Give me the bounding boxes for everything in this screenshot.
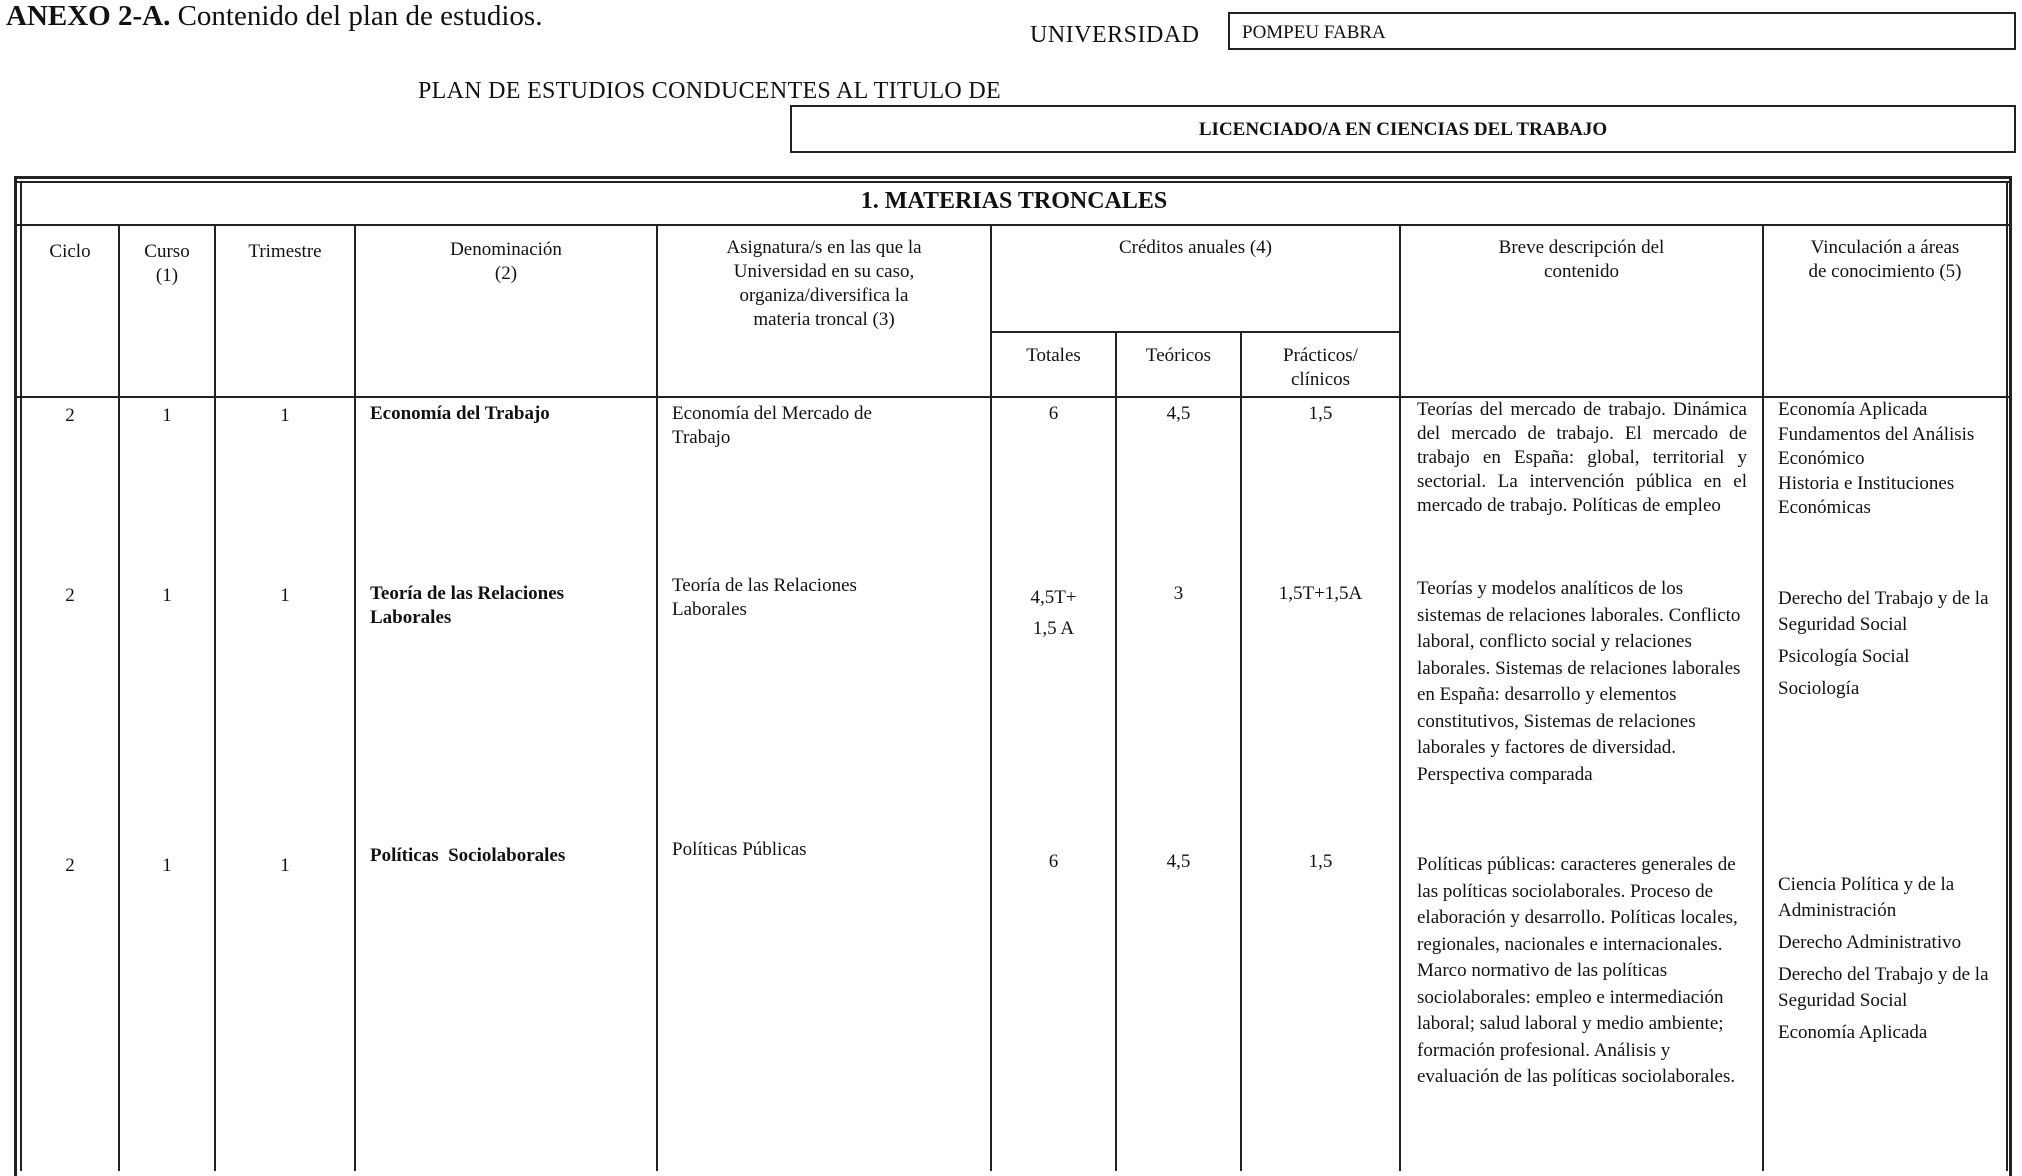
col-divider (2006, 181, 2008, 1171)
header-trimestre: Trimestre (248, 241, 322, 262)
cell-curso: 1 (162, 585, 172, 606)
col-divider (1115, 331, 1117, 1171)
cell-totales: 6 (1048, 403, 1059, 424)
col-divider (214, 224, 216, 1171)
area-item: Historia e Instituciones Económicas (1778, 472, 1955, 518)
cell-curso: 1 (162, 855, 172, 876)
area-item: Ciencia Política y de la Administración (1778, 874, 1955, 921)
col-divider (20, 181, 22, 1171)
cell-teoricos: 4,5 (1166, 851, 1191, 872)
cell-trimestre: 1 (280, 405, 290, 426)
area-item: Fundamentos del Análisis Económico (1778, 423, 1975, 469)
cell-denominacion: Políticas Sociolaborales (370, 845, 566, 866)
header-practicos: Prácticos/ clínicos (1283, 345, 1358, 390)
cell-teoricos: 4,5 (1166, 403, 1191, 424)
table-rule-title-bottom (14, 224, 2012, 226)
cell-descripcion: Teorías y modelos analíticos de los sistemas de relaciones laborales. Conflicto laboral, conflicto social y relaciones laborales. Sistemas de relaciones laborales en España: desarrollo y elementos constitutivos, Sistemas de relaciones laborales y factores de diversidad. Perspectiva comparada (1417, 578, 1741, 785)
header-curso: Curso (1) (144, 241, 190, 286)
col-divider (1240, 331, 1242, 1171)
cell-descripcion: Teorías del mercado de trabajo. Dinámica del mercado de trabajo. El mercado de trabajo en España: global, territorial y sectorial. La intervención pública en el mercado de trabajo. Políticas de empleo (1417, 399, 1747, 516)
header-ciclo: Ciclo (49, 241, 91, 262)
cell-curso: 1 (162, 405, 172, 426)
table-rule-credits-split (990, 331, 1399, 333)
area-item: Sociología (1778, 678, 1860, 699)
header-teoricos: Teóricos (1145, 345, 1212, 366)
header-vinculacion: Vinculación a áreas de conocimiento (5) (1808, 237, 1962, 282)
header-creditos: Créditos anuales (4) (1118, 237, 1272, 258)
cell-practicos: 1,5T+1,5A (1278, 583, 1363, 604)
cell-asignatura: Teoría de las Relaciones Laborales (672, 575, 857, 620)
header-descripcion: Breve descripción del contenido (1498, 237, 1665, 282)
area-item: Economía Aplicada (1778, 399, 1928, 420)
area-item: Derecho del Trabajo y de la Seguridad Social (1778, 964, 1989, 1011)
annex-caption: Contenido del plan de estudios. (170, 0, 543, 32)
annex-number: ANEXO 2-A. (6, 0, 171, 32)
col-divider (354, 224, 356, 1171)
area-item: Derecho del Trabajo y de la Seguridad Social (1778, 588, 1989, 635)
section-title: 1. MATERIAS TRONCALES (860, 188, 1168, 214)
university-label: UNIVERSIDAD (1030, 22, 1200, 48)
degree-title-field: LICENCIADO/A EN CIENCIAS DEL TRABAJO (790, 105, 2016, 153)
cell-asignatura: Políticas Públicas (672, 839, 807, 860)
cell-asignatura: Economía del Mercado de Trabajo (672, 403, 872, 448)
header-asignatura: Asignatura/s en las que la Universidad en su caso, organiza/diversifica la materia troncal (3) (726, 237, 922, 330)
cell-areas (1778, 586, 2000, 708)
cell-trimestre: 1 (280, 585, 290, 606)
col-divider (1762, 224, 1764, 1171)
area-item: Psicología Social (1778, 646, 1910, 667)
cell-denominacion: Economía del Trabajo (370, 403, 550, 424)
plan-label: PLAN DE ESTUDIOS CONDUCENTES AL TITULO DE (418, 78, 1001, 104)
cell-totales: 6 (1048, 851, 1059, 872)
col-divider (656, 224, 658, 1171)
cell-ciclo: 2 (65, 585, 75, 606)
table-rule-top (14, 181, 2012, 183)
cell-ciclo: 2 (65, 405, 75, 426)
col-divider (1399, 224, 1401, 1171)
cell-totales: 4,5T+ 1,5 A (1030, 587, 1077, 639)
cell-trimestre: 1 (280, 855, 290, 876)
university-field: POMPEU FABRA (1228, 12, 2016, 50)
cell-practicos: 1,5 (1308, 403, 1333, 424)
header-denominacion: Denominación (2) (450, 239, 562, 284)
annex-heading (6, 0, 542, 33)
cell-denominacion: Teoría de las Relaciones Laborales (370, 583, 565, 628)
cell-teoricos: 3 (1173, 583, 1184, 604)
area-item: Economía Aplicada (1778, 1022, 1928, 1043)
header-totales: Totales (1026, 345, 1081, 366)
col-divider (118, 224, 120, 1171)
cell-ciclo: 2 (65, 855, 75, 876)
area-item: Derecho Administrativo (1778, 932, 1962, 953)
cell-descripcion: Políticas públicas: caracteres generales de las políticas sociolaborales. Proceso de elaboración y desarrollo. Políticas locales, regionales, nacionales e internacionales. Marco normativo de las políticas sociolaborales: empleo e intermediación laboral; salud laboral y medio ambiente; formación profesional. Análisis y evaluación de las políticas sociolaborales. (1417, 854, 1738, 1087)
cell-areas (1778, 872, 2000, 1052)
cell-areas (1778, 398, 2000, 521)
cell-practicos: 1,5 (1308, 851, 1333, 872)
